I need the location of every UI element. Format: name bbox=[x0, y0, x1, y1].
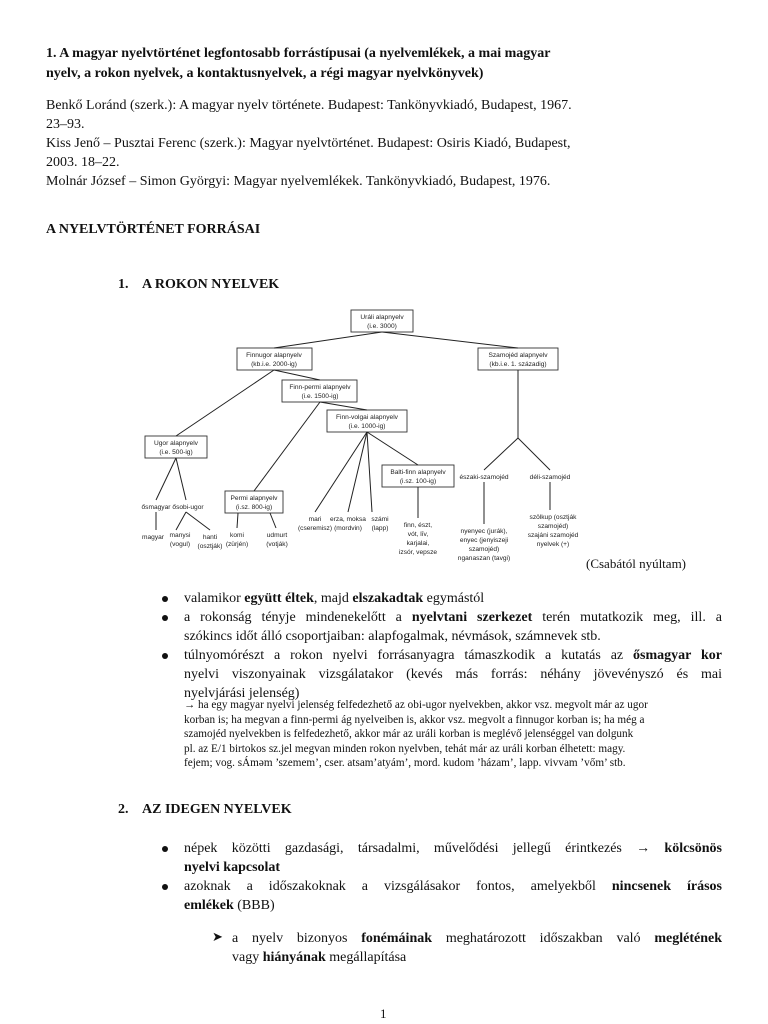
bullet-dot bbox=[162, 596, 168, 602]
leaf-mari: mari bbox=[308, 516, 322, 523]
leaf-udmurt-sub: (votják) bbox=[266, 541, 288, 548]
leaf-nyenyec-2: enyec (jenyiszeji bbox=[459, 537, 509, 544]
leaf-nyenyec-4: nganaszan (tavgi) bbox=[457, 555, 511, 562]
reference-line: Kiss Jenő – Pusztai Ferenc (szerk.): Magyar nyelvtörténet. Budapest: Osiris Kiadó, Budapest, bbox=[46, 136, 571, 151]
language-family-tree bbox=[0, 300, 768, 590]
subsection-title: A ROKON NYELVEK bbox=[142, 277, 280, 292]
node-label-ugor: Ugor alapnyelv bbox=[154, 440, 198, 447]
leaf-finn-2: vót, līv, bbox=[407, 531, 429, 538]
node-date-permi: (i.sz. 800-ig) bbox=[235, 504, 273, 511]
subsection-number: 1. bbox=[118, 277, 129, 292]
node-date-baltifinn: (i.sz. 100-ig) bbox=[399, 478, 437, 485]
bullet-item-5: azoknak a időszakoknak a vizsgálásakor fontos, amelyekből nincsenek írásos emlékek (BBB) bbox=[184, 879, 722, 913]
node-date-ugor: (i.e. 500-ig) bbox=[159, 449, 193, 456]
leaf-szolkup: szölkup (osztják bbox=[529, 514, 577, 521]
leaf-finn-4: izsór, vepsze bbox=[398, 549, 438, 556]
bullet-dot bbox=[162, 846, 168, 852]
note-line: szamojéd nyelvekben is felfedezhető, akkor már az uráli korban is meglévő jelenséggel van dolgunk bbox=[184, 728, 634, 740]
note-line: pl. az E/1 birtokos sz.jel megvan minden rokon nyelvben, tehát már az uráli korban élhetett: magy. bbox=[184, 742, 626, 755]
leaf-szolkup-4: nyelvek (+) bbox=[536, 541, 570, 548]
bullet-dot bbox=[162, 615, 168, 621]
subsection-title: AZ IDEGEN NYELVEK bbox=[142, 802, 292, 817]
note-block bbox=[184, 698, 724, 771]
section-title-line1: 1. A magyar nyelvtörténet legfontosabb forrástípusai (a nyelvemlékek, a mai magyar bbox=[46, 46, 551, 61]
leaf-hanti-sub: (osztják) bbox=[197, 543, 223, 550]
leaf-komi-sub: (zürjén) bbox=[225, 541, 249, 548]
tree-credit: (Csabától nyúltam) bbox=[586, 556, 687, 571]
leaf-hanti: hanti bbox=[202, 534, 218, 541]
leaf-szolkup-2: szamojéd) bbox=[537, 523, 569, 530]
arrow-item: a nyelv bizonyos fonémáinak meghatározott időszakban való meglétének vagy hiányának megállapítása bbox=[232, 931, 722, 965]
node-label-finnvolgai: Finn-volgai alapnyelv bbox=[336, 414, 398, 421]
leaf-erza-sub: (mordvin) bbox=[334, 525, 362, 532]
node-date-root: (i.e. 3000) bbox=[367, 323, 397, 330]
note-line: korban is; ha megvan a finn-permi ág nyelveiben is, akkor vsz. megvolt a finnugor korban is; ha még a bbox=[184, 713, 645, 726]
node-deli-szamojed: déli-szamojéd bbox=[529, 474, 571, 481]
note-line: fejem; vog. sÁmǝm ’szemem’, cser. atsam’atyám’, mord. kudom ’házam’, lapp. vivvam ’vőm’ stb. bbox=[184, 757, 626, 769]
reference-line: 2003. 18–22. bbox=[46, 155, 120, 170]
leaf-nyenyec-3: szamojéd) bbox=[468, 546, 500, 553]
bullet-item-1: valamikor együtt éltek, majd elszakadtak egymástól bbox=[184, 591, 485, 606]
node-eszaki-szamojed: északi-szamojéd bbox=[459, 474, 509, 481]
bullet-dot bbox=[162, 884, 168, 890]
reference-line: 23–93. bbox=[46, 117, 85, 132]
bullet-item-3: túlnyomórészt a rokon nyelvi forrásanyagra támaszkodik a kutatás az ősmagyar kor nyelvi viszonyainak vizsgálatakor (kevés más forrás: néhány jövevényszó és mai nyelvjárási jelenség) bbox=[184, 648, 722, 701]
bullet-dot bbox=[162, 653, 168, 659]
node-label-finnpermi: Finn-permi alapnyelv bbox=[289, 384, 351, 391]
leaf-finn: finn, észt, bbox=[403, 522, 433, 529]
reference-line: Benkő Loránd (szerk.): A magyar nyelv története. Budapest: Tankönyvkiadó, Budapest, 1967. bbox=[46, 98, 572, 113]
main-heading: A NYELVTÖRTÉNET FORRÁSAI bbox=[46, 222, 261, 237]
arrow-bullet-icon: ➤ bbox=[212, 929, 223, 944]
node-label-baltifinn: Balti-finn alapnyelv bbox=[390, 469, 446, 476]
leaf-manysi: manysi bbox=[169, 532, 191, 539]
node-label-root: Uráli alapnyelv bbox=[360, 314, 404, 321]
leaf-mari-sub: (cseremisz) bbox=[297, 525, 333, 532]
leaf-udmurt: udmurt bbox=[266, 532, 288, 539]
node-date-finnvolgai: (i.e. 1000-ig) bbox=[348, 423, 386, 430]
page-number: 1 bbox=[380, 1006, 387, 1021]
leaf-erza: erza, moksa bbox=[330, 516, 366, 523]
bullet-item-2: a rokonság tényje mindenekelőtt a nyelvtani szerkezet terén mutatkozik meg, ill. a szókincs időt álló csoportjaiban: alapfogalmak, névmások, számnevek stb. bbox=[184, 610, 722, 644]
leaf-finn-3: karjalai, bbox=[406, 540, 430, 547]
leaf-szami-sub: (lapp) bbox=[371, 525, 389, 532]
section-title bbox=[46, 44, 736, 84]
reference-line: Molnár József – Simon Györgyi: Magyar nyelvemlékek. Tankönyvkiadó, Budapest, 1976. bbox=[46, 174, 551, 189]
node-label-szamojed: Szamojéd alapnyelv bbox=[488, 352, 548, 359]
bullet-item-4: népek közötti gazdasági, társadalmi, művelődési jellegű érintkezés → kölcsönös nyelvi kapcsolat bbox=[184, 841, 722, 875]
note-line: → ha egy magyar nyelvi jelenség felfedezhető az obi-ugor nyelvekben, akkor vsz. megvolt már az ugor bbox=[184, 699, 648, 711]
node-label-finnugor: Finnugor alapnyelv bbox=[246, 352, 302, 359]
leaf-nyenyec: nyenyec (jurák), bbox=[460, 528, 508, 535]
subsection-heading-1 bbox=[118, 277, 279, 293]
references bbox=[46, 96, 736, 191]
leaf-szolkup-3: szajáni szamojéd bbox=[527, 532, 579, 539]
subsection-heading-2 bbox=[118, 802, 292, 818]
node-osmagyar: ősmagyar bbox=[141, 504, 171, 511]
node-date-finnugor: (kb.i.e. 2000-ig) bbox=[251, 361, 297, 368]
leaf-szami: számi bbox=[371, 516, 389, 523]
node-date-szamojed: (kb.i.e. 1. századig) bbox=[489, 361, 547, 368]
leaf-komi: komi bbox=[230, 532, 244, 539]
node-label-permi: Permi alapnyelv bbox=[230, 495, 278, 502]
leaf-magyar: magyar bbox=[142, 534, 164, 541]
node-osobi-ugor: ősobi-ugor bbox=[172, 504, 204, 511]
subsection-number: 2. bbox=[118, 802, 129, 817]
section-title-line2: nyelv, a rokon nyelvek, a kontaktusnyelvek, a régi magyar nyelvkönyvek) bbox=[46, 66, 484, 81]
leaf-manysi-sub: (vogul) bbox=[169, 541, 191, 548]
node-date-finnpermi: (i.e. 1500-ig) bbox=[301, 393, 339, 400]
